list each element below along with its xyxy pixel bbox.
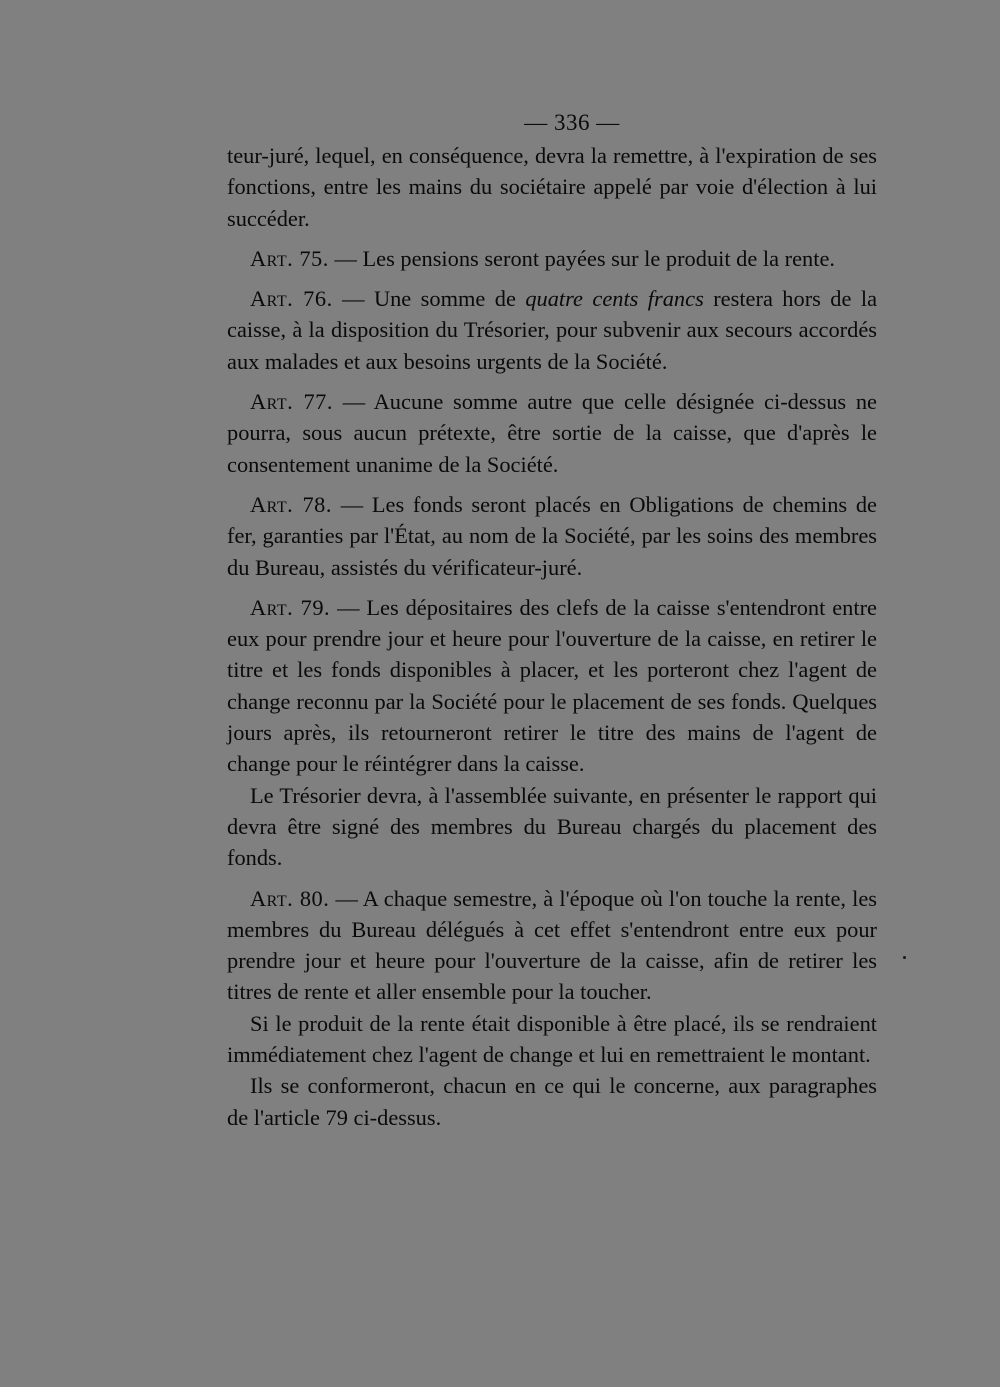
article-dash: — <box>342 389 366 415</box>
article-75 <box>227 243 877 274</box>
article-text: A chaque semestre, à l'époque où l'on touche la rente, les membres du Bureau délégués à cet effet s'entendront entre eux pour prendre jour et heure pour l'ouverture de la caisse, afin de retirer les titres de rente et aller ensemble pour la toucher. <box>227 885 877 1005</box>
paragraph-text: Ils se conformeront, chacun en ce qui le concerne, aux paragraphes de l'article 79 ci-dessus. <box>227 1073 877 1130</box>
article-text-after: restera hors de la caisse, à la disposition du Trésorier, pour subvenir aux secours accordés aux malades et aux besoins urgents de la Société. <box>227 286 878 374</box>
article-78 <box>227 489 877 583</box>
article-italic-amount: quatre cents francs <box>525 286 704 312</box>
article-77 <box>227 386 877 480</box>
article-label: Art. 75. <box>250 245 329 271</box>
article-80 <box>227 883 877 1008</box>
article-text: Aucune somme autre que celle désignée ci-dessus ne pourra, sous aucun prétexte, être sortie de la caisse, que d'après le consentement unanime de la Société. <box>227 389 877 477</box>
paragraph-text: teur-juré, lequel, en conséquence, devra la remettre, à l'expiration de ses fonctions, entre les mains du sociétaire appelé par voie d'élection à lui succéder. <box>227 143 877 231</box>
article-dash: — <box>337 594 360 620</box>
book-page <box>227 108 877 1133</box>
article-dash: — <box>342 286 365 312</box>
article-dash: — <box>335 885 358 911</box>
paragraph-continuation <box>227 140 877 234</box>
article-text: Les pensions seront payées sur le produit de la rente. <box>362 245 836 271</box>
article-label: Art. 79. <box>250 594 331 620</box>
article-label: Art. 78. <box>250 491 332 517</box>
article-79 <box>227 592 877 780</box>
article-label: Art. 77. <box>250 389 333 415</box>
paragraph-conformity <box>227 1070 877 1133</box>
ink-speck <box>903 956 906 959</box>
page-number: — 336 — <box>524 110 620 135</box>
paragraph-rente-placement <box>227 1008 877 1071</box>
article-label: Art. 80. <box>250 885 330 911</box>
article-text: Les dépositaires des clefs de la caisse s'entendront entre eux pour prendre jour et heure pour l'ouverture de la caisse, en retirer le titre et les fonds disponibles à placer, et les porteront chez l'agent de change reconnu par la Société pour le placement de ses fonds. Quelques jours après, ils retourneront retirer le titre des mains de l'agent de change pour le réintégrer dans la caisse. <box>227 594 877 777</box>
article-76 <box>227 283 877 377</box>
article-label: Art. 76. <box>250 286 333 312</box>
article-dash: — <box>334 245 357 271</box>
paragraph-treasurer-report <box>227 780 877 874</box>
paragraph-text: Si le produit de la rente était disponible à être placé, ils se rendraient immédiatement chez l'agent de change et lui en remettraient le montant. <box>227 1010 877 1068</box>
article-text: Les fonds seront placés en Obligations de chemins de fer, garanties par l'État, au nom de la Société, par les soins des membres du Bureau, assistés du vérificateur-juré. <box>227 491 877 580</box>
article-dash: — <box>340 491 364 517</box>
paragraph-text: Le Trésorier devra, à l'assemblée suivante, en présenter le rapport qui devra être signé des membres du Bureau chargés du placement des fonds. <box>227 782 877 871</box>
article-text-before: Une somme de <box>373 286 526 312</box>
